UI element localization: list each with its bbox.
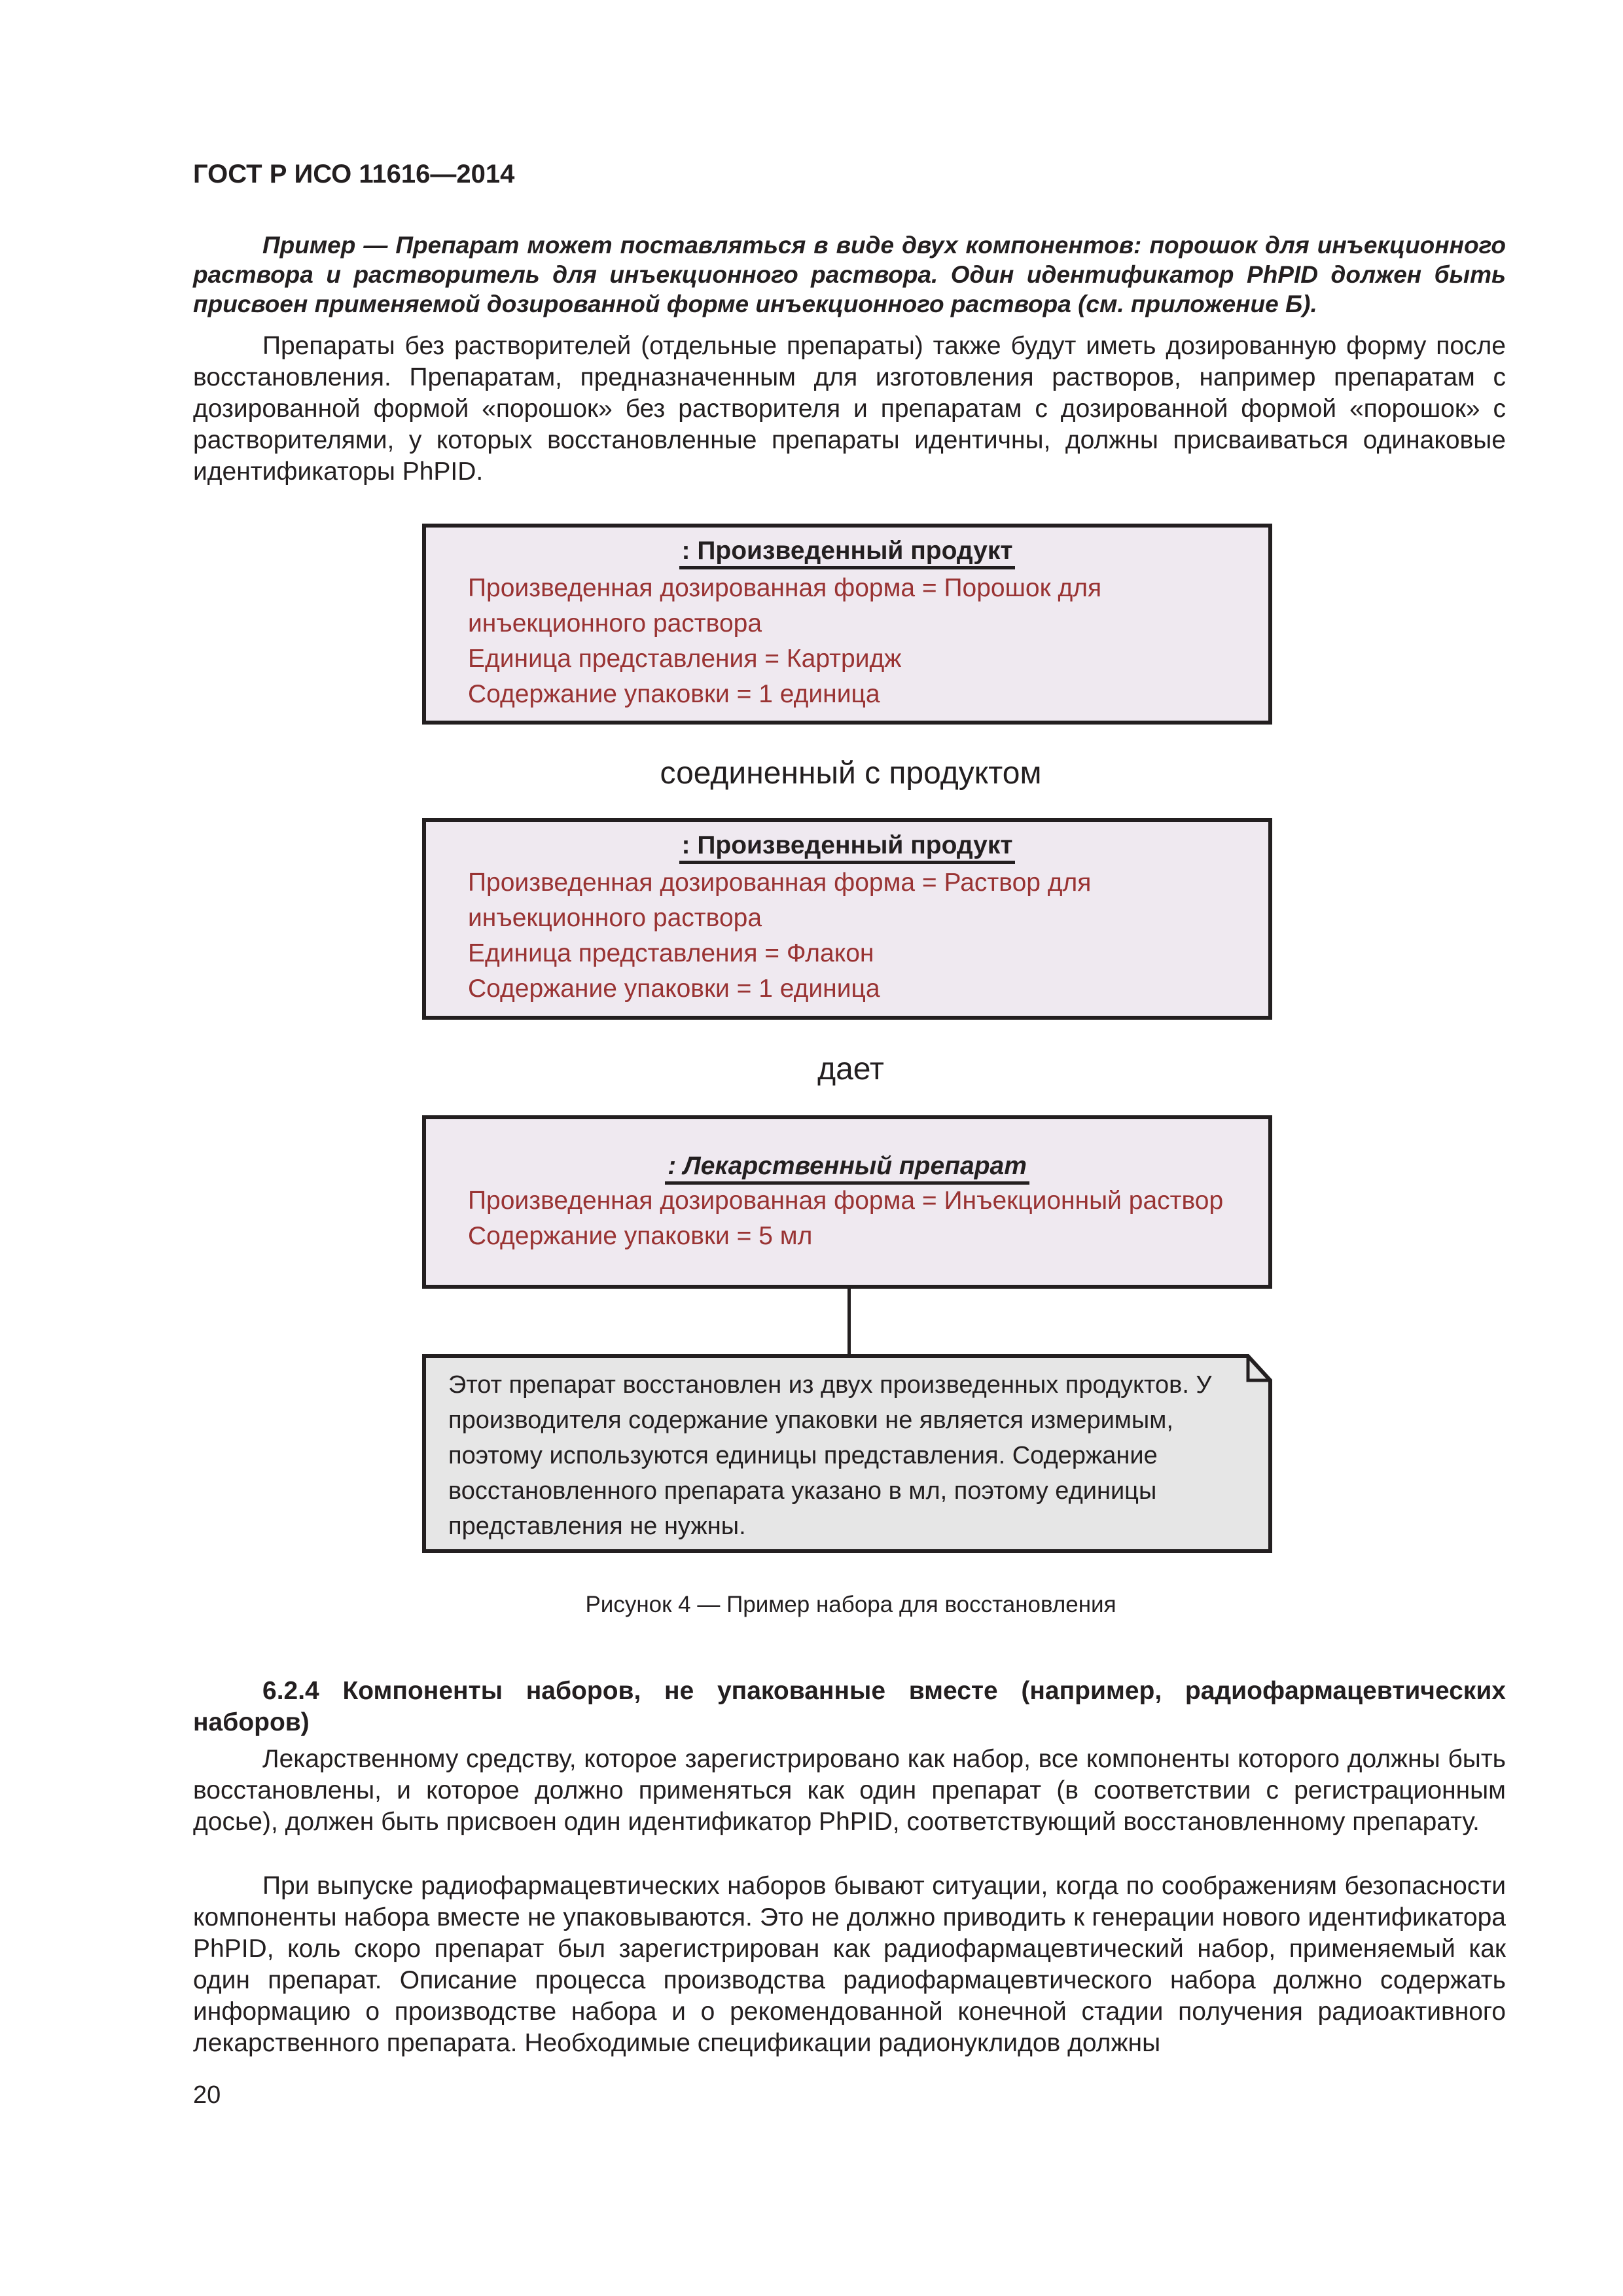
box-attribute: Произведенная дозированная форма = Инъекционный раствор	[468, 1187, 1224, 1215]
box-attribute: инъекционного раствора	[468, 904, 762, 932]
example-paragraph: Пример — Препарат может поставляться в виде двух компонентов: порошок для инъекционного раствора и растворитель для инъекционного раствора. Один идентификатор PhPID должен быть присвоен применяемой дозированной форме инъекционного раствора (см. приложение Б).	[193, 232, 1506, 317]
page-number: 20	[193, 2081, 221, 2109]
medicinal-product-box	[422, 1115, 1272, 1289]
body-paragraph: При выпуске радиофармацевтических наборов бывают ситуации, когда по соображениям безопасности компоненты набора вместе не упаковываются. Это не должно приводить к генерации нового идентификатора PhPID, коль скоро препарат был зарегистрирован как радиофармацевтический набор, применяемый как один препарат. Описание процесса производства радиофармацевтического набора должно содержать информацию о производстве набора и о рекомендованной конечной стадии получения радиоактивного лекарственного препарата. Необходимые спецификации радионуклидов должны	[193, 1872, 1506, 2057]
box-attribute: Единица представления = Флакон	[468, 939, 874, 967]
note-box	[422, 1354, 1272, 1553]
box-attribute: Содержание упаковки = 5 мл	[468, 1222, 813, 1250]
box-attribute: Произведенная дозированная форма = Порошок для	[468, 574, 1102, 602]
document-header: ГОСТ Р ИСО 11616—2014	[193, 160, 515, 188]
box-attribute: Содержание упаковки = 1 единица	[468, 975, 880, 1003]
box-attribute: Произведенная дозированная форма = Раствор для	[468, 869, 1092, 897]
box-attribute: Единица представления = Картридж	[468, 645, 902, 673]
box-attribute: инъекционного раствора	[468, 609, 762, 637]
box-title: : Произведенный продукт	[679, 831, 1016, 864]
manufactured-product-box-1	[422, 524, 1272, 725]
connector-line	[847, 1288, 851, 1356]
box-title: : Произведенный продукт	[679, 537, 1016, 569]
connector-label: соединенный с продуктом	[660, 756, 1042, 791]
body-paragraph: Препараты без растворителей (отдельные препараты) также будут иметь дозированную форму после восстановления. Препаратам, предназначенным для изготовления растворов, например препаратам с дозированной формой «порошок» без растворителя и препаратам с дозированной формой «порошок» с растворителями, у которых восстановленные препараты идентичны, должны присваиваться одинаковые идентификаторы PhPID.	[193, 332, 1506, 486]
box-title: : Лекарственный препарат	[665, 1152, 1029, 1185]
connector-label: дает	[817, 1052, 884, 1086]
figure-caption: Рисунок 4 — Пример набора для восстановления	[585, 1592, 1116, 1617]
manufactured-product-box-2	[422, 818, 1272, 1020]
section-heading: 6.2.4 Компоненты наборов, не упакованные вместе (например, радиофармацевтических наборов)	[193, 1677, 1506, 1736]
note-text: Этот препарат восстановлен из двух произведенных продуктов. У производителя содержание упаковки не является измеримым, поэтому используются единицы представления. Содержание восстановленного препарата указано в мл, поэтому единицы представления не нужны.	[448, 1371, 1212, 1540]
box-attribute: Содержание упаковки = 1 единица	[468, 680, 880, 708]
body-paragraph: Лекарственному средству, которое зарегистрировано как набор, все компоненты которого должны быть восстановлены, и которое должно применяться как один препарат (в соответствии с регистрационным досье), должен быть присвоен один идентификатор PhPID, соответствующий восстановленному препарату.	[193, 1745, 1506, 1836]
